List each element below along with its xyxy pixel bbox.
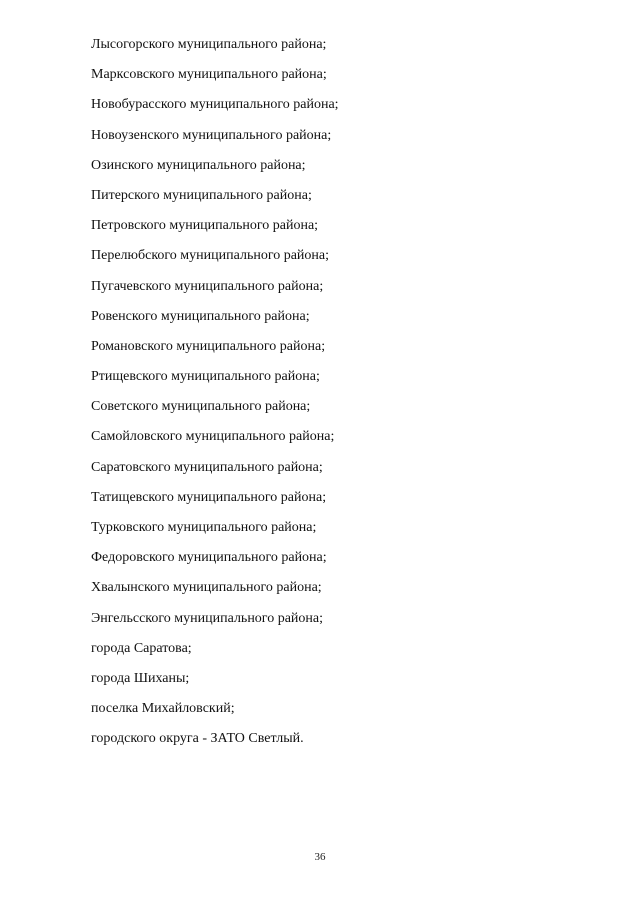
list-item: Пугачевского муниципального района;	[91, 278, 324, 294]
list-item: Самойловского муниципального района;	[91, 429, 335, 445]
list-item: Петровского муниципального района;	[91, 218, 319, 234]
list-item: поселка Михайловский;	[91, 701, 235, 717]
list-item: городского округа - ЗАТО Светлый.	[91, 731, 304, 747]
municipality-list	[91, 30, 339, 755]
list-item: Марксовского муниципального района;	[91, 67, 327, 83]
list-item: Татищевского муниципального района;	[91, 489, 327, 505]
list-item: Советского муниципального района;	[91, 399, 311, 415]
list-item: Питерского муниципального района;	[91, 187, 312, 203]
list-item: Ровенского муниципального района;	[91, 308, 310, 324]
list-item: Перелюбского муниципального района;	[91, 248, 330, 264]
list-item: Новоузенского муниципального района;	[91, 127, 332, 143]
list-item: Федоровского муниципального района;	[91, 550, 327, 566]
list-item: Новобурасского муниципального района;	[91, 97, 339, 113]
list-item: города Шиханы;	[91, 670, 190, 686]
list-item: города Саратова;	[91, 640, 192, 656]
page-number: 36	[314, 851, 326, 863]
list-item: Ртищевского муниципального района;	[91, 369, 320, 385]
list-item: Озинского муниципального района;	[91, 157, 306, 173]
list-item: Саратовского муниципального района;	[91, 459, 323, 475]
list-item: Турковского муниципального района;	[91, 520, 317, 535]
list-item: Энгельсского муниципального района;	[91, 610, 324, 626]
list-item: Хвалынского муниципального района;	[91, 580, 322, 596]
list-item: Романовского муниципального района;	[91, 338, 326, 354]
list-item: Лысогорского муниципального района;	[91, 37, 327, 52]
